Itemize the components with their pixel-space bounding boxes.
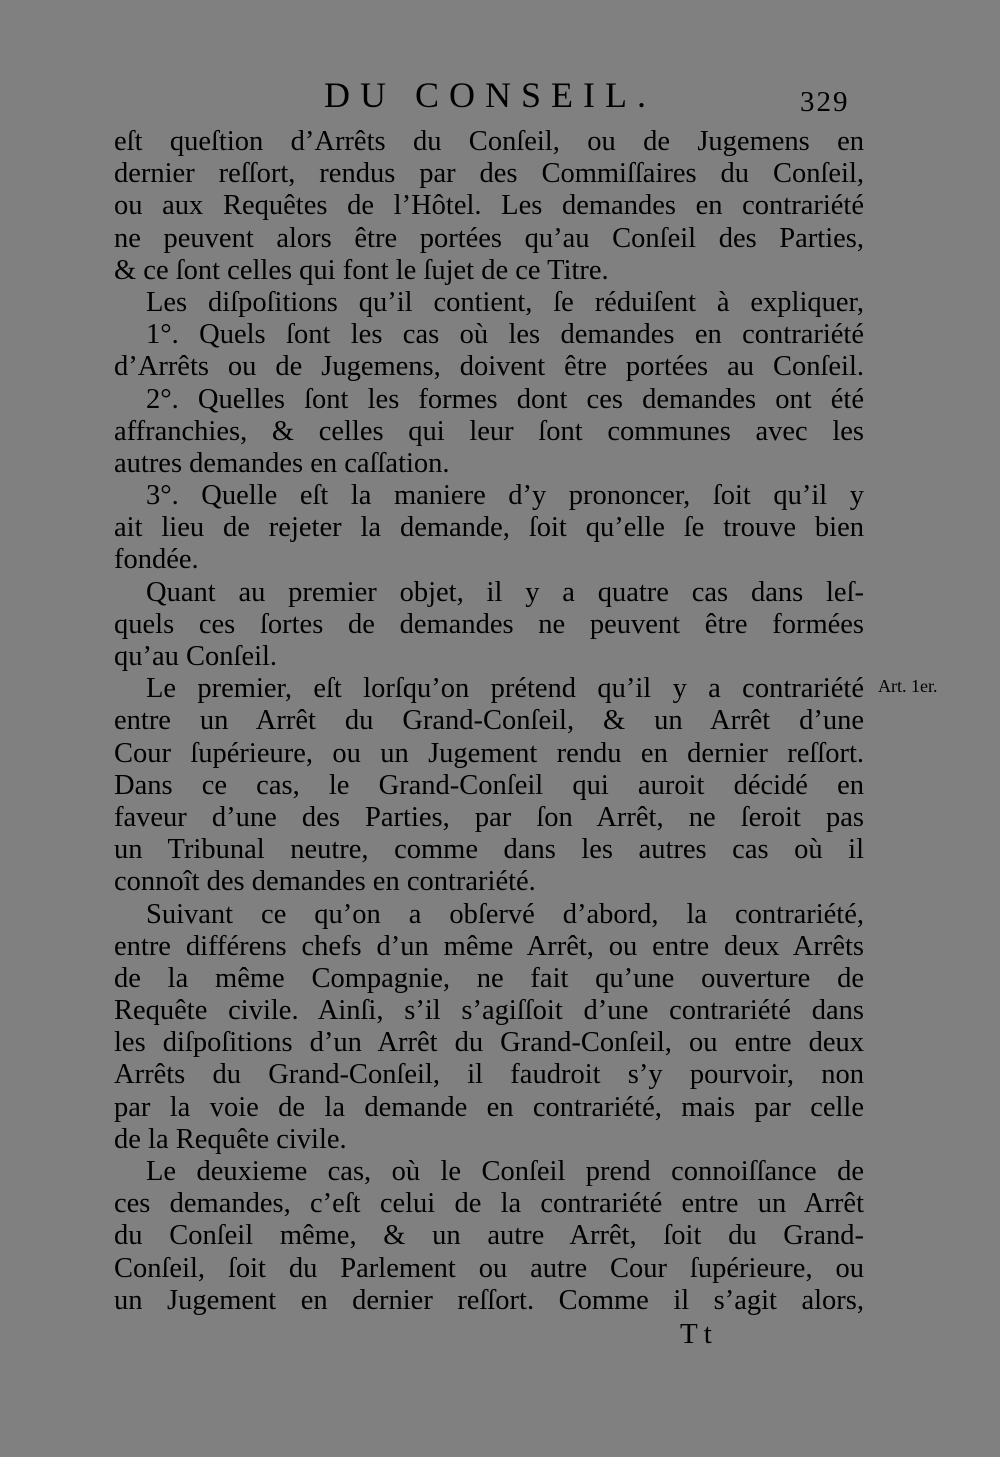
body-text (114, 126, 864, 1317)
text-line: un Tribunal neutre, comme dans les autres cas où il (114, 834, 864, 866)
page-number: 329 (800, 86, 850, 118)
text-line: Dans ce cas, le Grand-Conſeil qui auroit décidé en (114, 769, 864, 801)
catchword: Tt (680, 1318, 718, 1350)
text-line: connoît des demandes en contrariété. (114, 866, 536, 898)
text-line: Le premier, eſt lorſqu’on prétend qu’il y a contrariété (146, 673, 864, 705)
text-line: Quant au premier objet, il y a quatre cas dans leſ- (146, 576, 864, 608)
text-line: 3°. Quelle eſt la maniere d’y prononcer, ſoit qu’il y (146, 480, 864, 512)
text-line: 2°. Quelles ſont les formes dont ces demandes ont été (146, 383, 864, 415)
text-line: faveur d’une des Parties, par ſon Arrêt, ne ſeroit pas (114, 801, 864, 833)
text-line: ces demandes, c’eſt celui de la contrariété entre un Arrêt (114, 1188, 864, 1220)
text-line: & ce ſont celles qui font le ſujet de ce Titre. (114, 254, 609, 286)
text-line: dernier reſſort, rendus par des Commiſſaires du Conſeil, (114, 158, 864, 190)
text-line: Le deuxieme cas, où le Conſeil prend connoiſſance de (146, 1156, 864, 1187)
running-title: DU CONSEIL. (324, 75, 656, 115)
text-line: Suivant ce qu’on a obſervé d’abord, la contrariété, (146, 898, 864, 930)
text-line: d’Arrêts ou de Jugemens, doivent être portées au Conſeil. (114, 351, 864, 383)
text-line: fondée. (114, 544, 199, 576)
text-line: ait lieu de rejeter la demande, ſoit qu’elle ſe trouve bien (114, 512, 864, 544)
text-line: autres demandes en caſſation. (114, 447, 450, 479)
text-line: qu’au Conſeil. (114, 641, 278, 672)
text-line: par la voie de la demande en contrariété, mais par celle (114, 1091, 864, 1123)
text-line: affranchies, & celles qui leur ſont communes avec les (114, 415, 864, 447)
text-line: les diſpoſitions d’un Arrêt du Grand-Conſeil, ou entre deux (114, 1027, 864, 1059)
text-line: entre un Arrêt du Grand-Conſeil, & un Arrêt d’une (114, 705, 864, 737)
text-line: quels ces ſortes de demandes ne peuvent être formées (114, 608, 864, 640)
text-line: un Jugement en dernier reſſort. Comme il s’agit alors, (114, 1284, 864, 1316)
text-line: de la même Compagnie, ne fait qu’une ouverture de (114, 962, 864, 994)
margin-note: Art. 1er. (878, 676, 938, 696)
text-line: Conſeil, ſoit du Parlement ou autre Cour ſupérieure, ou (114, 1252, 864, 1284)
text-line: Requête civile. Ainſi, s’il s’agiſſoit d’une contrariété dans (114, 995, 864, 1027)
text-line: 1°. Quels ſont les cas où les demandes en contrariété (146, 319, 864, 351)
text-line: du Conſeil même, & un autre Arrêt, ſoit du Grand- (114, 1220, 864, 1252)
text-line: eſt queſtion d’Arrêts du Conſeil, ou de Jugemens en (114, 126, 864, 157)
text-line: Les diſpoſitions qu’il contient, ſe réduiſent à expliquer, (146, 286, 864, 318)
text-line: entre différens chefs d’un même Arrêt, ou entre deux Arrêts (114, 930, 864, 962)
text-line: Arrêts du Grand-Conſeil, il faudroit s’y pourvoir, non (114, 1059, 864, 1091)
text-line: ou aux Requêtes de l’Hôtel. Les demandes en contrariété (114, 190, 864, 222)
text-line: de la Requête civile. (114, 1123, 347, 1155)
text-line: ne peuvent alors être portées qu’au Conſeil des Parties, (114, 222, 864, 254)
text-line: Cour ſupérieure, ou un Jugement rendu en dernier reſſort. (114, 737, 864, 769)
